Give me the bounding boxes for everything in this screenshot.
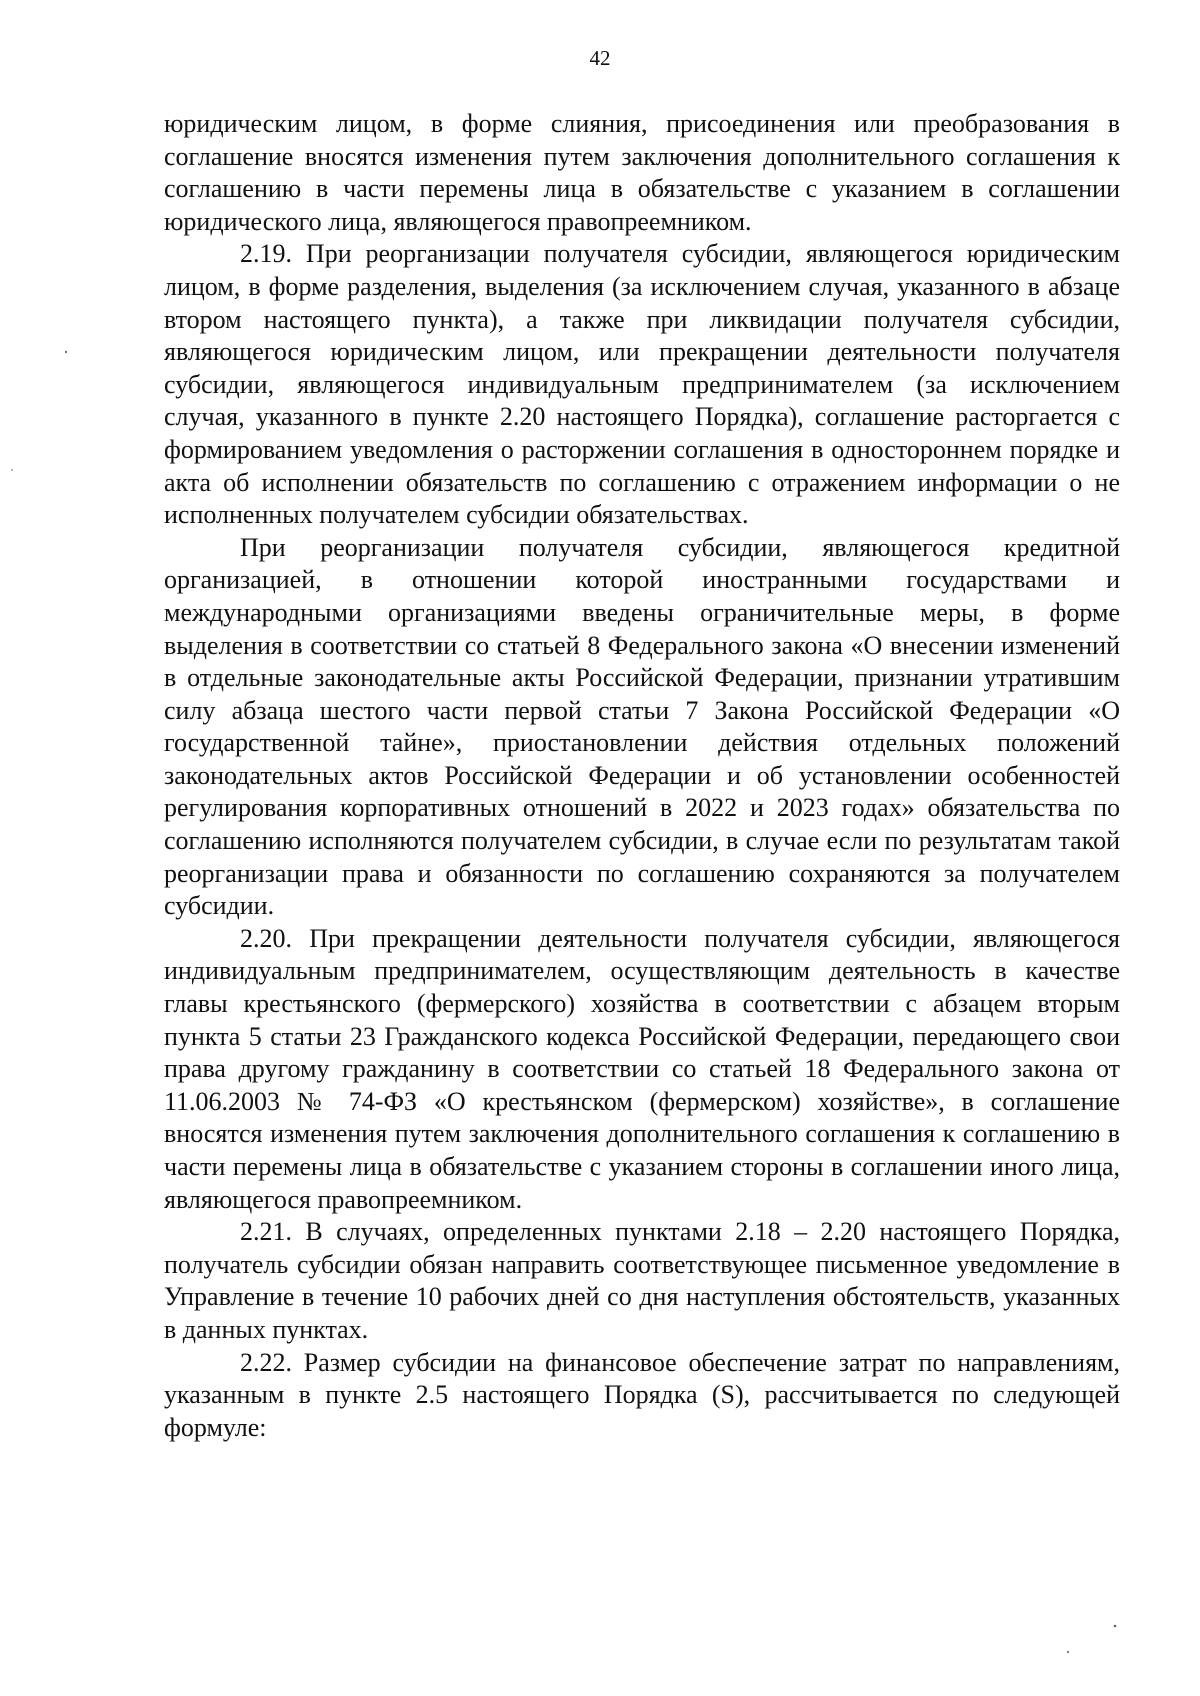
page-number: 42 xyxy=(589,46,611,70)
scan-speck xyxy=(1114,1625,1117,1628)
paragraph-2-22: 2.22. Размер субсидии на финансовое обеспечение затрат по направлениям, указанным в пункте 2.5 настоящего Порядка (S), рассчитывается по следующей формуле: xyxy=(164,1347,1120,1442)
paragraph-2-19: 2.19. При реорганизации получателя субсидии, являющегося юридическим лицом, в форме разделения, выделения (за исключением случая, указанного в абзаце втором настоящего пункта), а также при ликвидации получателя субсидии, являющегося юридическим лицом, или прекращении деятельности получателя субсидии, являющегося индивидуальным предпринимателем (за исключением случая, указанного в пункте 2.20 настоящего Порядка), соглашение расторгается с формированием уведомления о расторжении соглашения в одностороннем порядке и акта об исполнении обязательств по соглашению с отражением информации о не исполненных получателем субсидии обязательствах. xyxy=(164,239,1120,530)
paragraph-2-21: 2.21. В случаях, определенных пунктами 2.18 – 2.20 настоящего Порядка, получатель субсидии обязан направить соответствующее письменное уведомление в Управление в течение 10 рабочих дней со дня наступления обстоятельств, указанных в данных пунктах. xyxy=(164,1217,1120,1344)
paragraph-2-20: 2.20. При прекращении деятельности получателя субсидии, являющегося индивидуальным предпринимателем, осуществляющим деятельность в качестве главы крестьянского (фермерского) хозяйства в соответствии с абзацем вторым пункта 5 статьи 23 Гражданского кодекса Российской Федерации, передающего свои права другому гражданину в соответствии со статьей 18 Федерального закона от 11.06.2003 № 74-ФЗ «О крестьянском (фермерском) хозяйстве», в соглашение вносятся изменения путем заключения дополнительного соглашения к соглашению в части перемены лица в обязательстве с указанием стороны в соглашении иного лица, являющегося правопреемником. xyxy=(164,923,1120,1214)
scan-speck xyxy=(65,351,67,353)
paragraph-continuation: юридическим лицом, в форме слияния, присоединения или преобразования в соглашение вносятся изменения путем заключения дополнительного соглашения к соглашению в части перемены лица в обязательстве с указанием в соглашении юридического лица, являющегося правопреемником. xyxy=(164,109,1120,236)
paragraph-reorganization-credit-org: При реорганизации получателя субсидии, являющегося кредитной организацией, в отношении которой иностранными государствами и международными организациями введены ограничительные меры, в форме выделения в соответствии со статьей 8 Федерального закона «О внесении изменений в отдельные законодательные акты Российской Федерации, признании утратившим силу абзаца шестого части первой статьи 7 Закона Российской Федерации «О государственной тайне», приостановлении действия отдельных положений законодательных актов Российской Федерации и об установлении особенностей регулирования корпоративных отношений в 2022 и 2023 годах» обязательства по соглашению исполняются получателем субсидии, в случае если по результатам такой реорганизации права и обязанности по соглашению сохраняются за получателем субсидии. xyxy=(164,532,1120,921)
scan-speck xyxy=(11,469,13,471)
scan-speck xyxy=(1067,1651,1069,1653)
